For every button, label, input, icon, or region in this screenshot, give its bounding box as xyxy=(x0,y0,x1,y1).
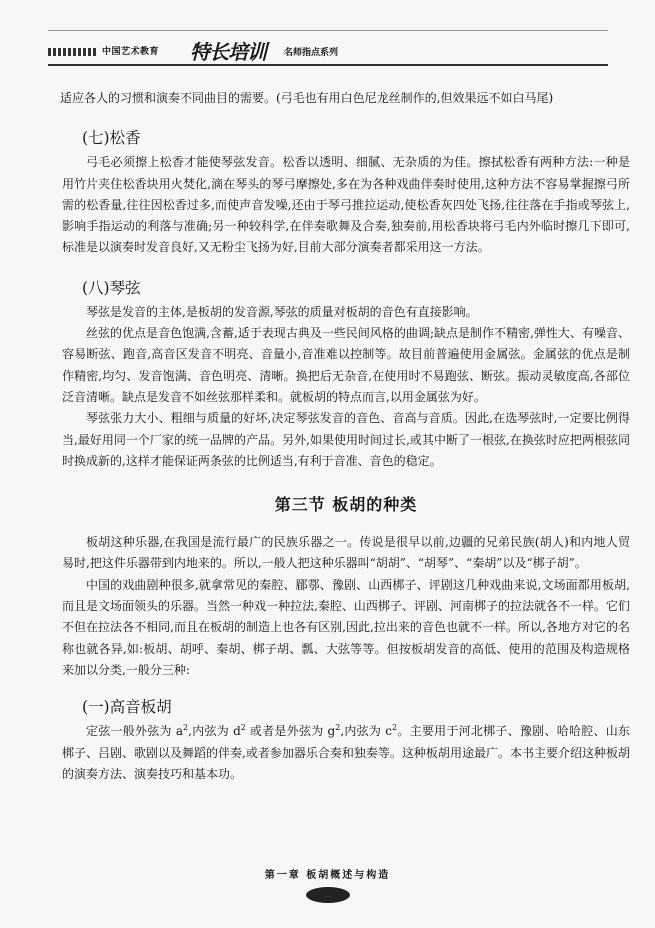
page-body xyxy=(62,88,630,785)
tuning-sup-1: 2 xyxy=(183,723,189,733)
section-strings-paragraph-3: 琴弦张力大小、粗细与质量的好坏,决定琴弦发音的音色、音高与音质。因此,在选琴弦时,一定要比例得当,最好用同一个厂家的统一品牌的产品。另外,如果使用时间过长,或其中断了一根弦,在换弦时应把两根弦同时换成新的,这样才能保证两条弦的比例适当,有利于音准、音色的稳定。 xyxy=(62,411,630,468)
section-types-paragraph-2: 中国的戏曲剧种很多,就拿常见的秦腔、郿鄠、豫剧、山西梆子、评剧这几种戏曲来说,文场面都用板胡,而且是文场面领头的乐器。当然一种戏一种拉法,秦腔、山西梆子、评剧、河南梆子的拉法就各不一样。它们不但在拉法各不相同,而且在板胡的制造上也各有区别,因此,拉出来的音色也就不一样。所以,各地方对它的名称也就各异,如:板胡、胡呼、秦胡、梆子胡、瓢、大弦等等。但按板胡发音的高低、使用的范围及构造规格来加以分类,一般分三种: xyxy=(62,577,630,677)
intro-line: 适应各人的习惯和演奏不同曲目的需要。(弓毛也有用白色尼龙丝制作的,但效果远不如白马尾) xyxy=(60,91,554,105)
section-strings-paragraph-1: 琴弦是发音的主体,是板胡的发音源,琴弦的质量对板胡的音色有直接影响。 xyxy=(86,304,478,319)
section-rosin-paragraph: 弓毛必须擦上松香才能使琴弦发音。松香以透明、细腻、无杂质的为佳。擦拭松香有两种方法:一种是用竹片夹住松香块用火焚化,滴在琴头的琴弓摩擦处,多在为各种戏曲伴奏时使用,这种方法不容易掌握擦弓所需的松香量,往往因松香过多,而使声音发噪,还由于琴弓推拉运动,使松香灰四处飞扬,往往落在手指或琴弦上,影响手指运动的利落与准确;另一种较科学,在伴奏歌舞及合奏,独奏前,用松香块将弓毛内外临时擦几下即可,标准是以演奏时发音良好,又无粉尘飞扬为好,目前大部分演奏者都采用这一方法。 xyxy=(62,155,630,255)
header-dot-pattern xyxy=(48,48,98,56)
tuning-sup-4: 2 xyxy=(391,723,398,733)
page-number-badge xyxy=(306,887,350,903)
header-top-rule xyxy=(48,30,608,31)
brand-logo-text: 特长培训 xyxy=(190,40,266,64)
page-footer xyxy=(0,866,655,903)
section-types-paragraph-1: 板胡这种乐器,在我国是流行最广的民族乐器之一。传说是很早以前,边疆的兄弟民族(胡人)和内地人贸易时,把这件乐器带到内地来的。所以,一般人把这种乐器叫“胡胡”、“胡琴”、“秦胡”以及“梆子胡”。 xyxy=(62,535,630,571)
tuning-text-2: ,内弦为 d xyxy=(188,724,241,739)
tuning-text-3: 或者是外弦为 g xyxy=(245,724,336,739)
section-high-banhu-paragraph xyxy=(62,721,630,785)
series-name: 名师指点系列 xyxy=(284,48,339,58)
tuning-text-5: 。主要用于河北梆子、豫剧、哈哈腔、山东梆子、吕剧、歌剧以及舞蹈的伴奏,或者参加器乐合奏和独奏等。这种板胡用途最广。本书主要介绍这种板胡的演奏方法、演奏技巧和基本功。 xyxy=(62,724,630,781)
section-strings-title: (八)琴弦 xyxy=(82,278,141,297)
footer-chapter-title: 第一章 板胡概述与构造 xyxy=(264,870,391,881)
tuning-sup-2: 2 xyxy=(240,723,246,733)
section-strings-paragraph-2: 丝弦的优点是音色饱满,含蓄,适于表现古典及一些民间风格的曲调;缺点是制作不精密,弹性大、有噪音、容易断弦、跑音,高音区发音不明亮、音量小,音准难以控制等。故目前普遍使用金属弦。金属弦的优点是制作精密,均匀、发音饱满、音色明亮、清晰。换把后无杂音,在使用时不易跑弦、断弦。振动灵敏度高,各部位泛音清晰。缺点是发音不如丝弦那样柔和。就板胡的特点而言,以用金属弦为好。 xyxy=(62,326,630,404)
section-heading-types: 第三节 板胡的种类 xyxy=(274,495,418,515)
brand-small-text: 中国艺术教育 xyxy=(102,47,160,57)
tuning-text-4: ,内弦为 c xyxy=(340,724,392,739)
section-high-banhu-title: (一)高音板胡 xyxy=(82,698,172,717)
tuning-text-1: 定弦一般外弦为 a xyxy=(86,724,184,739)
page-header xyxy=(48,30,628,72)
section-rosin-title: (七)松香 xyxy=(82,129,141,148)
tuning-sup-3: 2 xyxy=(335,723,341,733)
header-rule xyxy=(48,64,608,66)
